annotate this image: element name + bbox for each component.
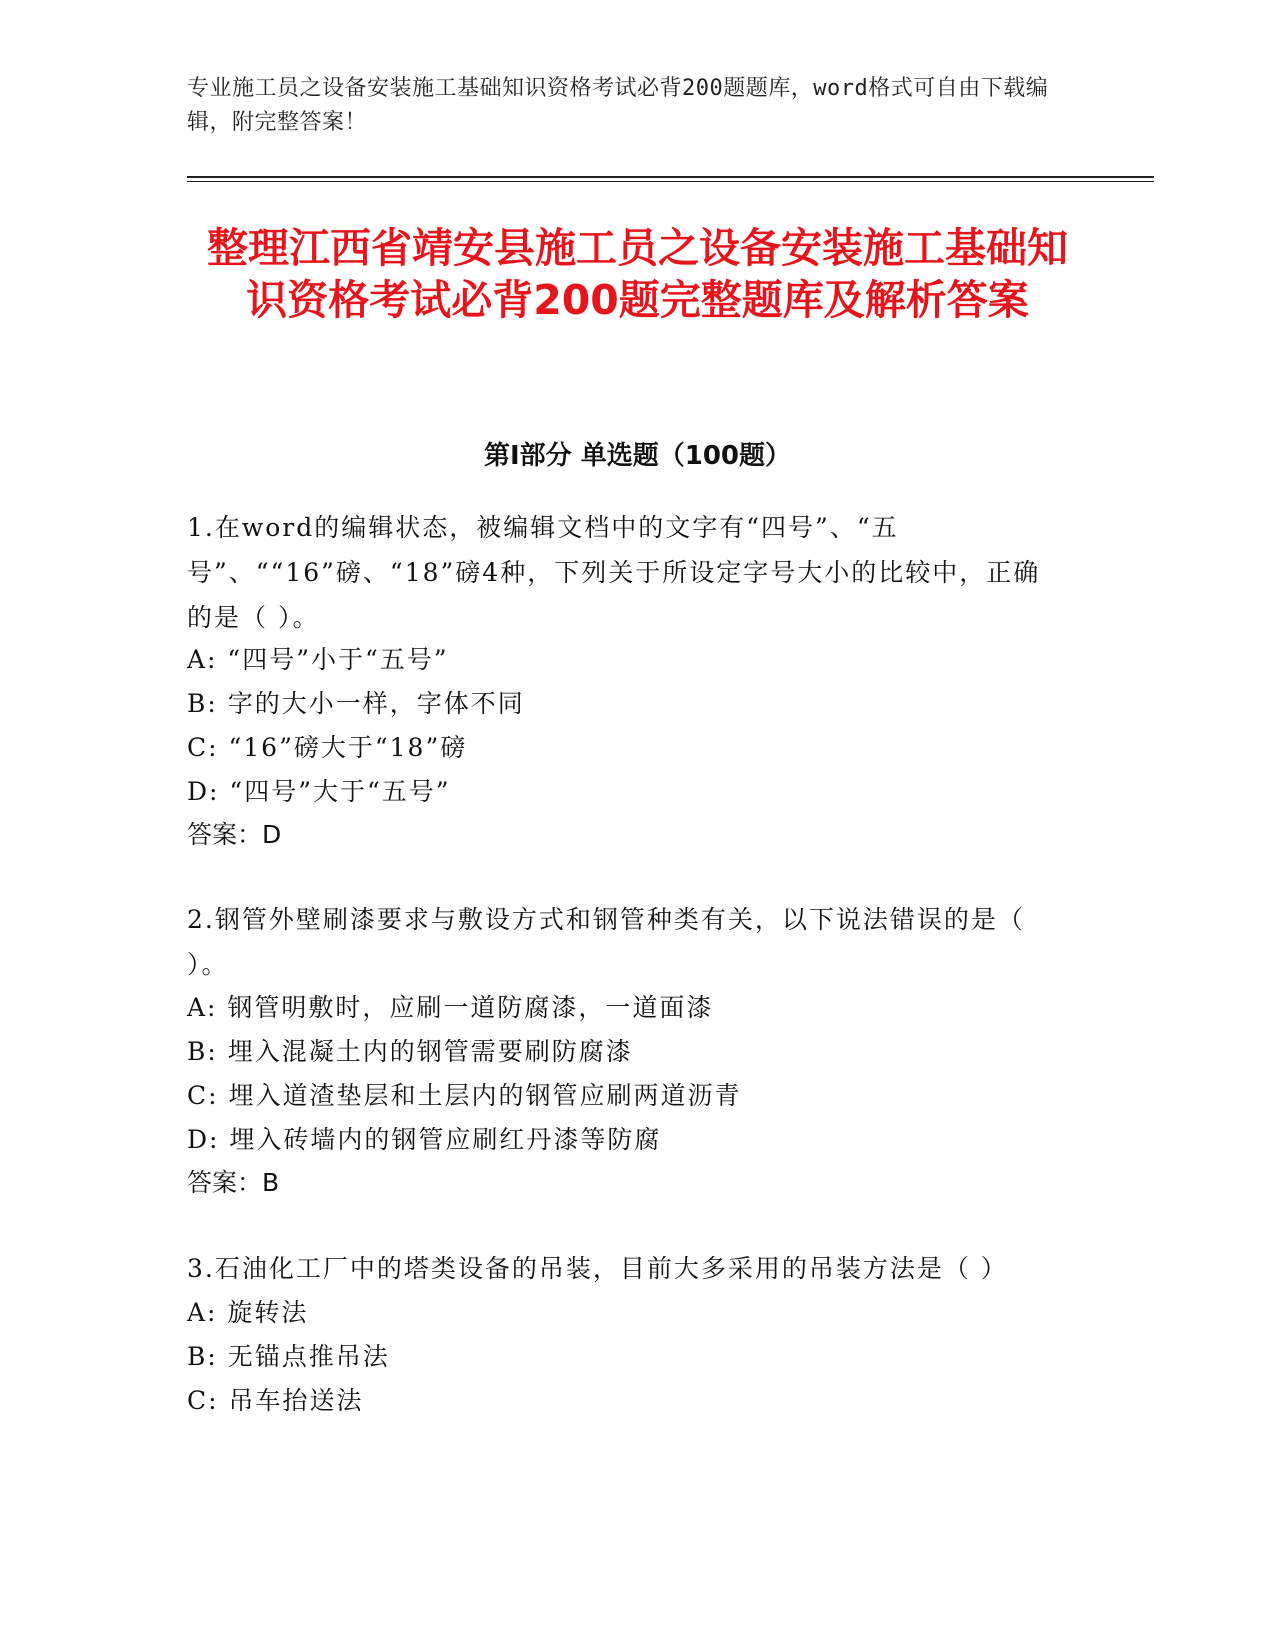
question-1-option-d: D: “四号”大于“五号”: [187, 777, 451, 806]
question-3-option-a: A: 旋转法: [187, 1298, 309, 1327]
question-2-option-b: B: 埋入混凝土内的钢管需要刷防腐漆: [187, 1037, 633, 1066]
question-1-text: 1.在word的编辑状态，被编辑文档中的文字有“四号”、“五号”、““16”磅、“18”磅4种，下列关于所设定字号大小的比较中，正确的是（ ）。: [187, 513, 1041, 632]
question-3-option-b: B: 无锚点推吊法: [187, 1342, 390, 1371]
question-1-option-c: C: “16”磅大于“18”磅: [187, 733, 468, 762]
question-2-answer: 答案：B: [187, 1168, 280, 1197]
question-1-option-a: A: “四号”小于“五号”: [187, 645, 449, 674]
question-3-option-c: C: 吊车抬送法: [187, 1386, 364, 1415]
question-2-text: 2.钢管外壁刷漆要求与敷设方式和钢管种类有关，以下说法错误的是（ ）。: [187, 905, 1025, 979]
section-title: 第I部分 单选题（100题）: [484, 441, 791, 471]
header-divider-thick: [187, 176, 1154, 178]
question-2-option-c: C: 埋入道渣垫层和土层内的钢管应刷两道沥青: [187, 1081, 742, 1110]
question-1-option-b: B: 字的大小一样，字体不同: [187, 689, 525, 718]
header-note: 专业施工员之设备安装施工基础知识资格考试必背200题题库，word格式可自由下载编辑，附完整答案！: [187, 76, 1049, 135]
question-3-text: 3.石油化工厂中的塔类设备的吊装，目前大多采用的吊装方法是（ ）: [187, 1254, 1008, 1283]
header-divider-thin: [187, 181, 1154, 182]
question-2-option-d: D: 埋入砖墙内的钢管应刷红丹漆等防腐: [187, 1125, 662, 1154]
question-2-option-a: A: 钢管明敷时，应刷一道防腐漆，一道面漆: [187, 993, 714, 1022]
document-title: 整理江西省靖安县施工员之设备安装施工基础知识资格考试必背200题完整题库及解析答案: [207, 224, 1068, 324]
question-1-answer: 答案：D: [187, 820, 282, 849]
